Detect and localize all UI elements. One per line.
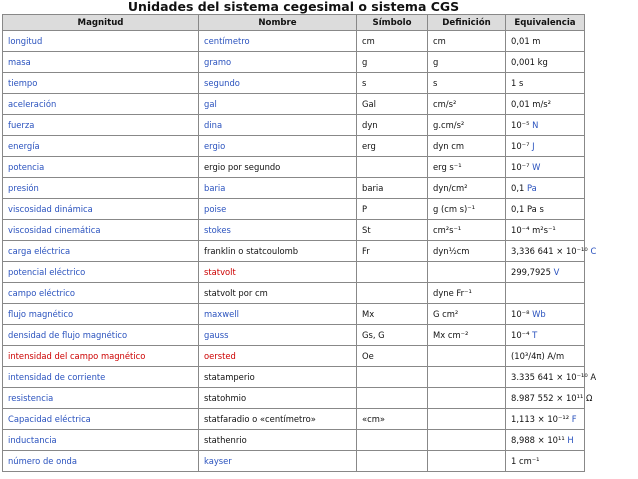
table-row bbox=[3, 304, 585, 325]
equivalencia-value: 1 cm⁻¹ bbox=[511, 456, 540, 466]
table-row bbox=[3, 430, 585, 451]
cell-simbolo: Oe bbox=[357, 346, 428, 367]
cell-equivalencia bbox=[506, 325, 585, 346]
cell-nombre: statamperio bbox=[199, 367, 357, 388]
equivalencia-value: 10⁻⁷ bbox=[511, 162, 530, 172]
cell-simbolo: Fr bbox=[357, 241, 428, 262]
cell-definicion: dyn/cm² bbox=[428, 178, 506, 199]
cell-magnitud[interactable]: potencia bbox=[3, 157, 199, 178]
cell-magnitud[interactable]: densidad de flujo magnético bbox=[3, 325, 199, 346]
cell-equivalencia bbox=[506, 73, 585, 94]
cell-definicion: cm bbox=[428, 31, 506, 52]
cgs-units-table bbox=[2, 14, 597, 472]
cell-definicion bbox=[428, 409, 506, 430]
cell-simbolo bbox=[357, 451, 428, 472]
cell-magnitud[interactable]: número de onda bbox=[3, 451, 199, 472]
cell-magnitud[interactable]: intensidad del campo magnético bbox=[3, 346, 199, 367]
header-nombre: Nombre bbox=[199, 15, 357, 31]
cell-magnitud[interactable]: presión bbox=[3, 178, 199, 199]
cell-magnitud[interactable]: campo eléctrico bbox=[3, 283, 199, 304]
equivalencia-value: 1,113 × 10⁻¹² bbox=[511, 414, 570, 424]
cell-magnitud[interactable]: potencial eléctrico bbox=[3, 262, 199, 283]
cell-magnitud[interactable]: viscosidad cinemática bbox=[3, 220, 199, 241]
cell-simbolo: Gal bbox=[357, 94, 428, 115]
cell-definicion: dyn½cm bbox=[428, 241, 506, 262]
table-row bbox=[3, 136, 585, 157]
cell-equivalencia bbox=[506, 367, 597, 388]
cell-nombre[interactable]: segundo bbox=[199, 73, 357, 94]
cell-definicion: g.cm/s² bbox=[428, 115, 506, 136]
cell-equivalencia bbox=[506, 157, 585, 178]
equivalencia-value: 10⁻⁷ bbox=[511, 141, 530, 151]
cell-simbolo: erg bbox=[357, 136, 428, 157]
equivalencia-value: 299,7925 bbox=[511, 267, 551, 277]
cell-nombre[interactable]: gramo bbox=[199, 52, 357, 73]
cell-equivalencia bbox=[506, 304, 585, 325]
cell-nombre[interactable]: statvolt bbox=[199, 262, 357, 283]
table-row bbox=[3, 73, 585, 94]
cell-simbolo: St bbox=[357, 220, 428, 241]
table-row bbox=[3, 220, 585, 241]
table-row bbox=[3, 52, 585, 73]
equivalencia-unit-link[interactable]: H bbox=[567, 435, 574, 445]
cell-nombre[interactable]: ergio bbox=[199, 136, 357, 157]
table-row bbox=[3, 451, 585, 472]
cell-nombre[interactable]: dina bbox=[199, 115, 357, 136]
cell-magnitud[interactable]: aceleración bbox=[3, 94, 199, 115]
equivalencia-value: 0,1 Pa s bbox=[511, 204, 544, 214]
cell-nombre: statvolt por cm bbox=[199, 283, 357, 304]
equivalencia-value: 0,01 m/s² bbox=[511, 99, 552, 109]
cell-definicion: g bbox=[428, 52, 506, 73]
cell-magnitud[interactable]: flujo magnético bbox=[3, 304, 199, 325]
cell-nombre[interactable]: gauss bbox=[199, 325, 357, 346]
equivalencia-unit-link[interactable]: Wb bbox=[532, 309, 546, 319]
equivalencia-value: 3,336 641 × 10⁻¹⁰ bbox=[511, 246, 588, 256]
equivalencia-value: 0,001 kg bbox=[511, 57, 548, 67]
cell-nombre[interactable]: kayser bbox=[199, 451, 357, 472]
table-row bbox=[3, 262, 585, 283]
cell-equivalencia bbox=[506, 220, 585, 241]
cell-magnitud[interactable]: inductancia bbox=[3, 430, 199, 451]
header-magnitud: Magnitud bbox=[3, 15, 199, 31]
equivalencia-value: 0,1 bbox=[511, 183, 525, 193]
equivalencia-value: 10⁻⁸ bbox=[511, 309, 530, 319]
cell-equivalencia bbox=[506, 94, 585, 115]
cell-equivalencia bbox=[506, 262, 585, 283]
cell-nombre[interactable]: baria bbox=[199, 178, 357, 199]
table-row bbox=[3, 115, 585, 136]
cell-equivalencia bbox=[506, 136, 585, 157]
equivalencia-value: 10⁻⁴ m²s⁻¹ bbox=[511, 225, 556, 235]
table-row bbox=[3, 325, 585, 346]
cell-definicion: G cm² bbox=[428, 304, 506, 325]
cell-simbolo bbox=[357, 262, 428, 283]
cell-magnitud[interactable]: Capacidad eléctrica bbox=[3, 409, 199, 430]
cell-equivalencia bbox=[506, 199, 585, 220]
equivalencia-unit-link[interactable]: Pa bbox=[527, 183, 537, 193]
equivalencia-unit-link[interactable]: W bbox=[532, 162, 541, 172]
cell-definicion: g (cm s)⁻¹ bbox=[428, 199, 506, 220]
table-row bbox=[3, 31, 585, 52]
table-row bbox=[3, 367, 585, 388]
cell-magnitud[interactable]: viscosidad dinámica bbox=[3, 199, 199, 220]
equivalencia-value: 8.987 552 × 10¹¹ Ω bbox=[511, 393, 593, 403]
cell-nombre: franklin o statcoulomb bbox=[199, 241, 357, 262]
cell-simbolo: Gs, G bbox=[357, 325, 428, 346]
page-title: Unidades del sistema cegesimal o sistema CGS bbox=[127, 0, 460, 14]
cell-nombre: stathenrio bbox=[199, 430, 357, 451]
cell-definicion: cm²s⁻¹ bbox=[428, 220, 506, 241]
cell-equivalencia bbox=[506, 52, 585, 73]
cell-definicion bbox=[428, 388, 506, 409]
equivalencia-unit-link[interactable]: T bbox=[532, 330, 538, 340]
cell-simbolo: Mx bbox=[357, 304, 428, 325]
cell-nombre: statohmio bbox=[199, 388, 357, 409]
cell-magnitud[interactable]: intensidad de corriente bbox=[3, 367, 199, 388]
table-header-row bbox=[3, 15, 585, 31]
header-definicion: Definición bbox=[428, 15, 506, 31]
cell-equivalencia bbox=[506, 241, 597, 262]
cell-definicion bbox=[428, 367, 506, 388]
cell-magnitud[interactable]: masa bbox=[3, 52, 199, 73]
cell-equivalencia bbox=[506, 178, 585, 199]
cell-definicion: dyne Fr⁻¹ bbox=[428, 283, 506, 304]
cell-nombre: statfaradio o «centímetro» bbox=[199, 409, 357, 430]
equivalencia-value: 1 s bbox=[511, 78, 524, 88]
cell-nombre[interactable]: stokes bbox=[199, 220, 357, 241]
cell-definicion bbox=[428, 430, 506, 451]
cell-nombre[interactable]: maxwell bbox=[199, 304, 357, 325]
cell-simbolo: baria bbox=[357, 178, 428, 199]
cell-equivalencia bbox=[506, 388, 593, 409]
cell-simbolo: «cm» bbox=[357, 409, 428, 430]
cell-magnitud[interactable]: energía bbox=[3, 136, 199, 157]
cell-definicion: s bbox=[428, 73, 506, 94]
cell-nombre[interactable]: gal bbox=[199, 94, 357, 115]
cell-simbolo bbox=[357, 367, 428, 388]
cell-equivalencia bbox=[506, 31, 585, 52]
cell-definicion bbox=[428, 262, 506, 283]
cell-simbolo bbox=[357, 157, 428, 178]
header-simbolo: Símbolo bbox=[357, 15, 428, 31]
cell-simbolo: P bbox=[357, 199, 428, 220]
equivalencia-value: 10⁻⁵ bbox=[511, 120, 530, 130]
equivalencia-unit-link[interactable]: F bbox=[571, 414, 577, 424]
cell-simbolo bbox=[357, 388, 428, 409]
cell-equivalencia bbox=[506, 409, 585, 430]
table-row bbox=[3, 283, 585, 304]
header-equivalencia: Equivalencia bbox=[506, 15, 585, 31]
cell-equivalencia bbox=[506, 346, 585, 367]
cell-simbolo: dyn bbox=[357, 115, 428, 136]
cgs-units-document bbox=[2, 0, 597, 472]
equivalencia-unit-link[interactable]: J bbox=[532, 141, 535, 151]
cell-definicion: Mx cm⁻² bbox=[428, 325, 506, 346]
cell-magnitud[interactable]: fuerza bbox=[3, 115, 199, 136]
table-row bbox=[3, 346, 585, 367]
equivalencia-unit-link[interactable]: V bbox=[553, 267, 560, 277]
table-row bbox=[3, 409, 585, 430]
table-row bbox=[3, 157, 585, 178]
cell-equivalencia bbox=[506, 451, 585, 472]
cell-definicion: erg s⁻¹ bbox=[428, 157, 506, 178]
cell-simbolo: g bbox=[357, 52, 428, 73]
equivalencia-value: 3.335 641 × 10⁻¹⁰ A bbox=[511, 372, 597, 382]
equivalencia-value: (10³/4π) A/m bbox=[511, 351, 565, 361]
table-row bbox=[3, 241, 585, 262]
cell-simbolo bbox=[357, 430, 428, 451]
cell-definicion: dyn cm bbox=[428, 136, 506, 157]
cell-magnitud[interactable]: resistencia bbox=[3, 388, 199, 409]
cell-definicion bbox=[428, 346, 506, 367]
cell-definicion: cm/s² bbox=[428, 94, 506, 115]
cell-simbolo: cm bbox=[357, 31, 428, 52]
cell-magnitud[interactable]: tiempo bbox=[3, 73, 199, 94]
cell-equivalencia bbox=[506, 115, 585, 136]
table-row bbox=[3, 94, 585, 115]
equivalencia-value: 0,01 m bbox=[511, 36, 541, 46]
equivalencia-unit-link[interactable]: C bbox=[590, 246, 597, 256]
cell-nombre[interactable]: oersted bbox=[199, 346, 357, 367]
cell-simbolo: s bbox=[357, 73, 428, 94]
cell-magnitud[interactable]: longitud bbox=[3, 31, 199, 52]
equivalencia-value: 8,988 × 10¹¹ bbox=[511, 435, 565, 445]
cell-equivalencia bbox=[506, 430, 585, 451]
cell-nombre: ergio por segundo bbox=[199, 157, 357, 178]
table-row bbox=[3, 388, 585, 409]
table-row bbox=[3, 178, 585, 199]
table-row bbox=[3, 199, 585, 220]
cell-definicion bbox=[428, 451, 506, 472]
cell-simbolo bbox=[357, 283, 428, 304]
cell-nombre[interactable]: centímetro bbox=[199, 31, 357, 52]
cell-nombre[interactable]: poise bbox=[199, 199, 357, 220]
cell-equivalencia bbox=[506, 283, 585, 304]
cell-magnitud[interactable]: carga eléctrica bbox=[3, 241, 199, 262]
equivalencia-value: 10⁻⁴ bbox=[511, 330, 530, 340]
equivalencia-unit-link[interactable]: N bbox=[532, 120, 539, 130]
